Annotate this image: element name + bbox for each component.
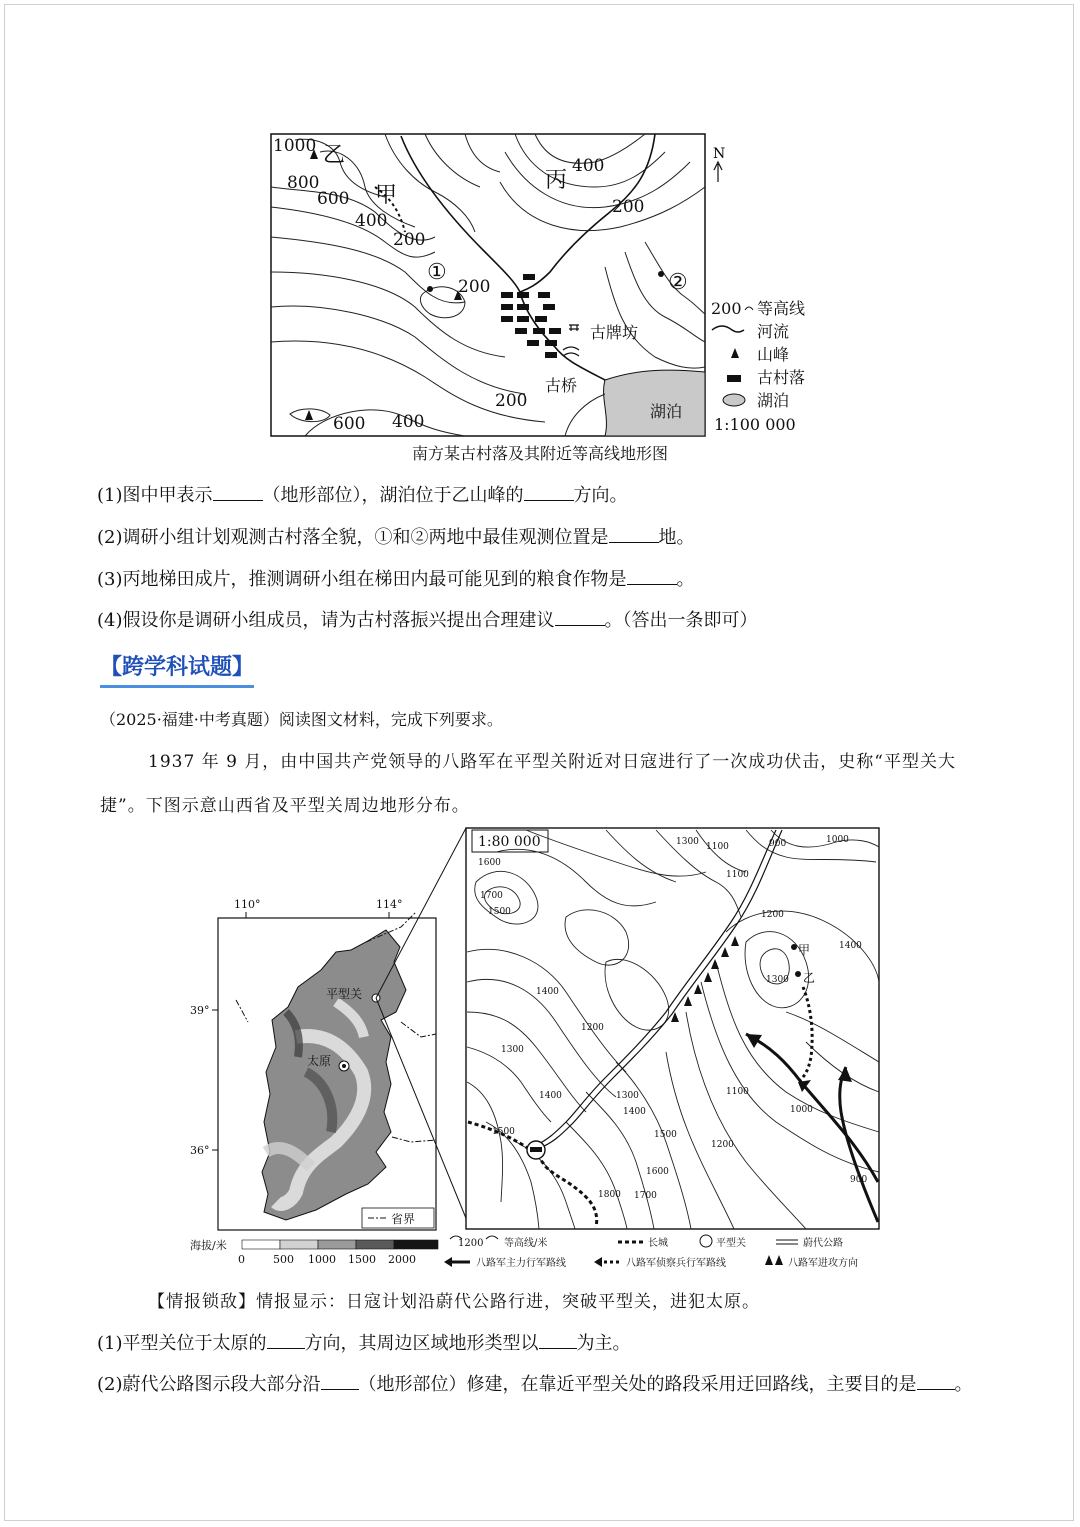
pass-legend-icon (700, 1235, 712, 1247)
svg-text:1500: 1500 (492, 1127, 515, 1137)
question-1-1: (1)图中甲表示 （地形部位），湖泊位于乙山峰的 方向。 (97, 485, 628, 506)
svg-text:500: 500 (273, 1253, 294, 1266)
svg-text:200: 200 (495, 391, 528, 411)
label-site2: ② (668, 270, 688, 295)
answer-blank[interactable] (321, 1373, 359, 1390)
label-bridge: 古桥 (545, 376, 578, 395)
legend-fig1 (711, 299, 805, 434)
svg-text:200: 200 (393, 230, 426, 250)
svg-text:1100: 1100 (726, 1087, 749, 1097)
svg-text:1000: 1000 (273, 136, 317, 156)
lat-39: 39° (190, 1004, 210, 1017)
svg-text:1600: 1600 (646, 1167, 669, 1177)
svg-text:1400: 1400 (539, 1091, 562, 1101)
figure1-caption: 南方某古村落及其附近等高线地形图 (411, 444, 668, 463)
svg-text:1500: 1500 (348, 1253, 376, 1266)
svg-text:400: 400 (392, 412, 425, 432)
label-taiyuan: 太原 (307, 1054, 332, 1068)
lon-114: 114° (376, 898, 403, 911)
svg-text:600: 600 (333, 414, 366, 434)
elevation-title: 海拔/米 (190, 1239, 227, 1252)
svg-text:1400: 1400 (839, 941, 862, 951)
svg-text:湖泊: 湖泊 (757, 391, 790, 410)
label-pingxingguan: 平型关 (326, 987, 363, 1001)
north-arrow-icon (714, 162, 722, 182)
question-1-4: (4)假设你是调研小组成员，请为古村落振兴提出合理建议 。（答出一条即可） (97, 610, 758, 631)
svg-text:200: 200 (458, 277, 491, 297)
svg-text:1300: 1300 (616, 1091, 639, 1101)
svg-text:1300: 1300 (501, 1045, 524, 1055)
answer-blank[interactable] (539, 1332, 577, 1349)
answer-blank[interactable] (213, 484, 263, 501)
road-legend-icon (776, 1240, 798, 1244)
svg-text:1700: 1700 (480, 891, 503, 901)
svg-text:200: 200 (711, 299, 742, 318)
svg-text:1500: 1500 (488, 907, 511, 917)
lake-legend-icon (723, 394, 745, 406)
svg-text:1700: 1700 (634, 1191, 657, 1201)
shanxi-map-figure (186, 822, 896, 1272)
legend-fig2 (444, 1235, 858, 1269)
svg-text:1200: 1200 (581, 1023, 604, 1033)
north-label: N (713, 146, 726, 162)
label-site1: ① (427, 260, 447, 285)
answer-blank[interactable] (609, 526, 659, 543)
svg-text:900: 900 (850, 1175, 868, 1185)
svg-text:1100: 1100 (726, 870, 749, 880)
svg-text:八路军进攻方向: 八路军进攻方向 (788, 1258, 858, 1269)
question-1-3: (3)丙地梯田成片，推测调研小组在梯田内最可能见到的粮食作物是 。 (97, 569, 695, 590)
svg-text:1000: 1000 (790, 1105, 813, 1115)
svg-text:0: 0 (238, 1253, 245, 1266)
svg-text:1800: 1800 (598, 1190, 621, 1200)
svg-text:400: 400 (572, 156, 605, 176)
svg-text:900: 900 (769, 839, 787, 849)
svg-text:长城: 长城 (648, 1238, 668, 1249)
svg-text:1400: 1400 (623, 1107, 646, 1117)
svg-text:平型关: 平型关 (716, 1238, 746, 1249)
river-legend-icon (712, 326, 744, 332)
answer-blank[interactable] (524, 484, 574, 501)
label-point-jia: 甲 (798, 943, 811, 957)
svg-text:1200: 1200 (761, 910, 784, 920)
svg-text:古村落: 古村落 (757, 368, 806, 387)
source-line: （2025·福建·中考真题）阅读图文材料，完成下列要求。 (100, 710, 503, 729)
answer-blank[interactable] (267, 1332, 305, 1349)
answer-blank[interactable] (555, 609, 605, 626)
label-yi: 乙 (323, 143, 346, 168)
svg-text:八路军侦察兵行军路线: 八路军侦察兵行军路线 (626, 1258, 726, 1269)
svg-text:河流: 河流 (757, 322, 790, 341)
question-1-2: (2)调研小组计划观测古村落全貌，①和②两地中最佳观测位置是 地。 (97, 527, 695, 548)
svg-text:1300: 1300 (766, 975, 789, 985)
svg-text:蔚代公路: 蔚代公路 (803, 1238, 843, 1249)
question-2-1: (1)平型关位于太原的 方向，其周边区域地形类型以 为主。 (97, 1333, 631, 1354)
svg-text:等高线: 等高线 (757, 299, 806, 318)
svg-text:400: 400 (355, 211, 388, 231)
village-legend-icon (727, 375, 741, 382)
svg-text:1400: 1400 (536, 987, 559, 997)
svg-text:1000: 1000 (308, 1253, 336, 1266)
lat-36: 36° (190, 1144, 210, 1157)
peak-600-icon (305, 410, 313, 420)
contour-map-figure (265, 132, 825, 440)
intro-line-1: 1937 年 9 月，由中国共产党领导的八路军在平型关附近对日寇进行了一次成功伏击，史称“平型关大 (148, 752, 956, 772)
label-point-yi: 乙 (803, 971, 816, 985)
label-jia: 甲 (375, 183, 398, 208)
intro-line-2: 捷”。下图示意山西省及平型关周边地形分布。 (100, 796, 470, 816)
svg-text:1600: 1600 (478, 858, 501, 868)
detail-frame (466, 828, 879, 1229)
svg-text:1300: 1300 (676, 837, 699, 847)
svg-text:八路军主力行军路线: 八路军主力行军路线 (476, 1258, 566, 1269)
svg-text:等高线/米: 等高线/米 (504, 1238, 548, 1249)
svg-text:800: 800 (287, 173, 320, 193)
scale-fig1: 1:100 000 (714, 415, 796, 434)
svg-text:1200: 1200 (711, 1140, 734, 1150)
svg-text:1200: 1200 (458, 1238, 484, 1249)
intel-line: 【情报锁敌】情报显示：日寇计划沿蔚代公路行进，突破平型关，进犯太原。 (148, 1292, 760, 1312)
question-2-2: (2)蔚代公路图示段大部分沿 （地形部位）修建，在靠近平型关处的路段采用迂回路线，主要目的是 。 (97, 1374, 973, 1395)
svg-text:1100: 1100 (706, 842, 729, 852)
svg-text:1000: 1000 (826, 835, 849, 845)
label-lake: 湖泊 (650, 402, 683, 421)
label-archway: 古牌坊 (590, 323, 639, 342)
peak-legend-icon (731, 348, 739, 358)
section-title: 【跨学科试题】 (100, 650, 254, 688)
label-province-boundary: 省界 (391, 1212, 416, 1226)
label-bing: 丙 (545, 168, 568, 193)
answer-blank[interactable] (917, 1373, 955, 1390)
answer-blank[interactable] (627, 568, 677, 585)
svg-text:600: 600 (317, 189, 350, 209)
svg-text:1500: 1500 (654, 1130, 677, 1140)
scale-fig2: 1:80 000 (478, 834, 541, 850)
svg-text:山峰: 山峰 (757, 345, 790, 364)
lon-110: 110° (234, 898, 261, 911)
svg-text:200: 200 (612, 197, 645, 217)
svg-text:2000: 2000 (388, 1253, 416, 1266)
